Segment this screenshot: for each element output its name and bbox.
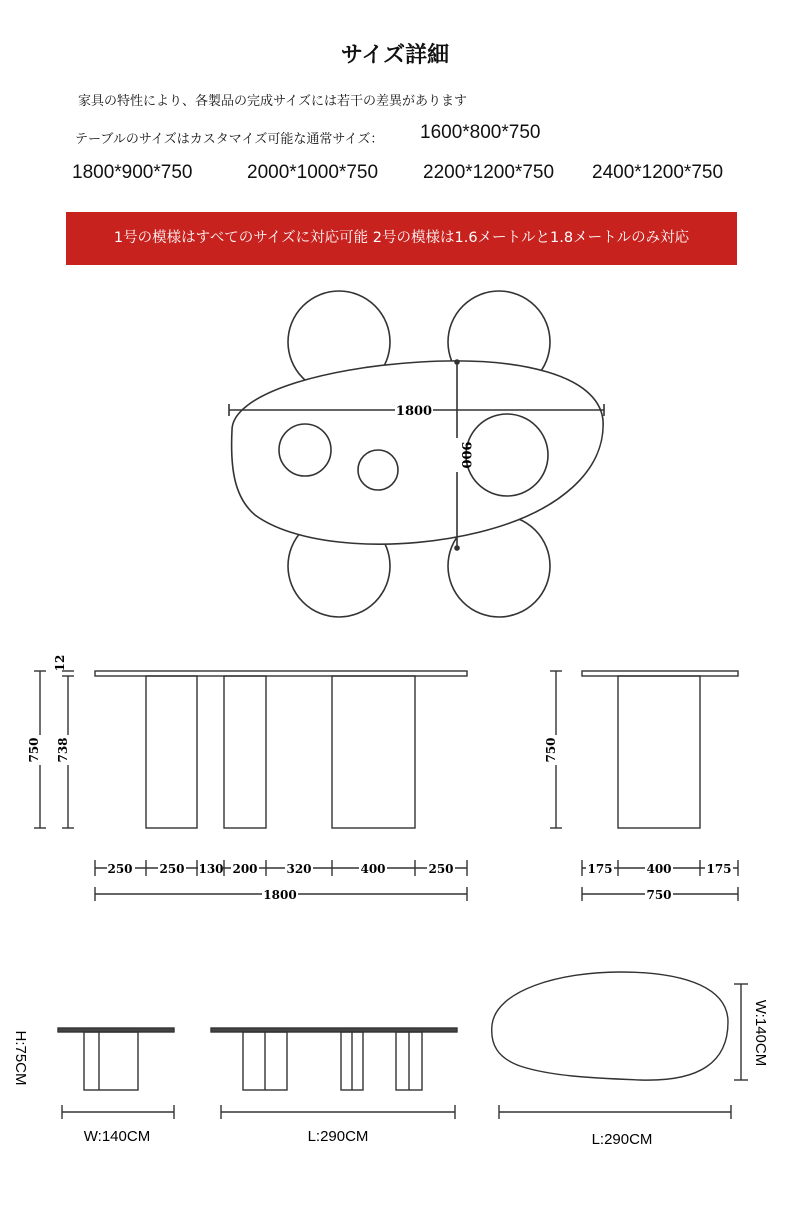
bottom-length-label: L:290CM xyxy=(307,1128,369,1145)
front-leg-2 xyxy=(224,676,266,828)
bottom-height-label: H:75CM xyxy=(12,1030,29,1086)
front-height-label: 750 xyxy=(27,737,41,763)
front-top-thickness-label: 12 xyxy=(53,654,67,672)
custom-sizes-label: テーブルのサイズはカスタマイズ可能な通常サイズ： xyxy=(75,132,384,147)
side-leg xyxy=(618,676,700,828)
size-option-3: 2200*1200*750 xyxy=(423,162,555,183)
side-height-label: 750 xyxy=(544,737,558,763)
side-segment-3: 175 xyxy=(706,862,732,876)
top-view xyxy=(229,291,604,617)
front-segment-5: 320 xyxy=(286,862,312,876)
bottom-top-length-label: L:290CM xyxy=(591,1131,653,1148)
side-tabletop xyxy=(582,671,738,676)
front-segment-6: 400 xyxy=(360,862,386,876)
page-title: サイズ詳細 xyxy=(340,43,450,68)
top-width-label: 900 xyxy=(458,441,473,469)
bottom-top-outline xyxy=(492,972,728,1080)
bottom-side-view xyxy=(58,1028,174,1119)
size-option-1: 1800*900*750 xyxy=(72,162,193,183)
side-total-length: 750 xyxy=(646,888,672,902)
size-option-main: 1600*800*750 xyxy=(420,122,541,143)
size-option-4: 2400*1200*750 xyxy=(592,162,724,183)
front-segment-7: 250 xyxy=(428,862,454,876)
top-length-label: 1800 xyxy=(395,404,433,419)
variance-note: 家具の特性により、各製品の完成サイズには若干の差異があります xyxy=(78,94,467,109)
bottom-top-width-label: W:140CM xyxy=(752,999,769,1067)
bottom-front-view xyxy=(211,1028,457,1119)
size-option-2: 2000*1000*750 xyxy=(247,162,379,183)
front-segment-1: 250 xyxy=(107,862,133,876)
pattern-compatibility-banner: 1号の模様はすべてのサイズに対応可能 2号の模様は1.6メートルと1.8メートルのみ対応 xyxy=(66,212,737,265)
front-segment-2: 250 xyxy=(159,862,185,876)
front-total-length: 1800 xyxy=(263,888,297,902)
front-leg-3 xyxy=(332,676,415,828)
front-segment-3: 130 xyxy=(198,862,224,876)
bottom-top-view xyxy=(492,972,748,1119)
bottom-side-leg xyxy=(84,1032,138,1090)
bottom-width-label: W:140CM xyxy=(83,1128,151,1145)
side-segment-2: 400 xyxy=(646,862,672,876)
front-leg-1 xyxy=(146,676,197,828)
side-segment-1: 175 xyxy=(587,862,613,876)
front-tabletop xyxy=(95,671,467,676)
front-segment-4: 200 xyxy=(232,862,258,876)
front-leg-height-label: 738 xyxy=(56,737,70,763)
